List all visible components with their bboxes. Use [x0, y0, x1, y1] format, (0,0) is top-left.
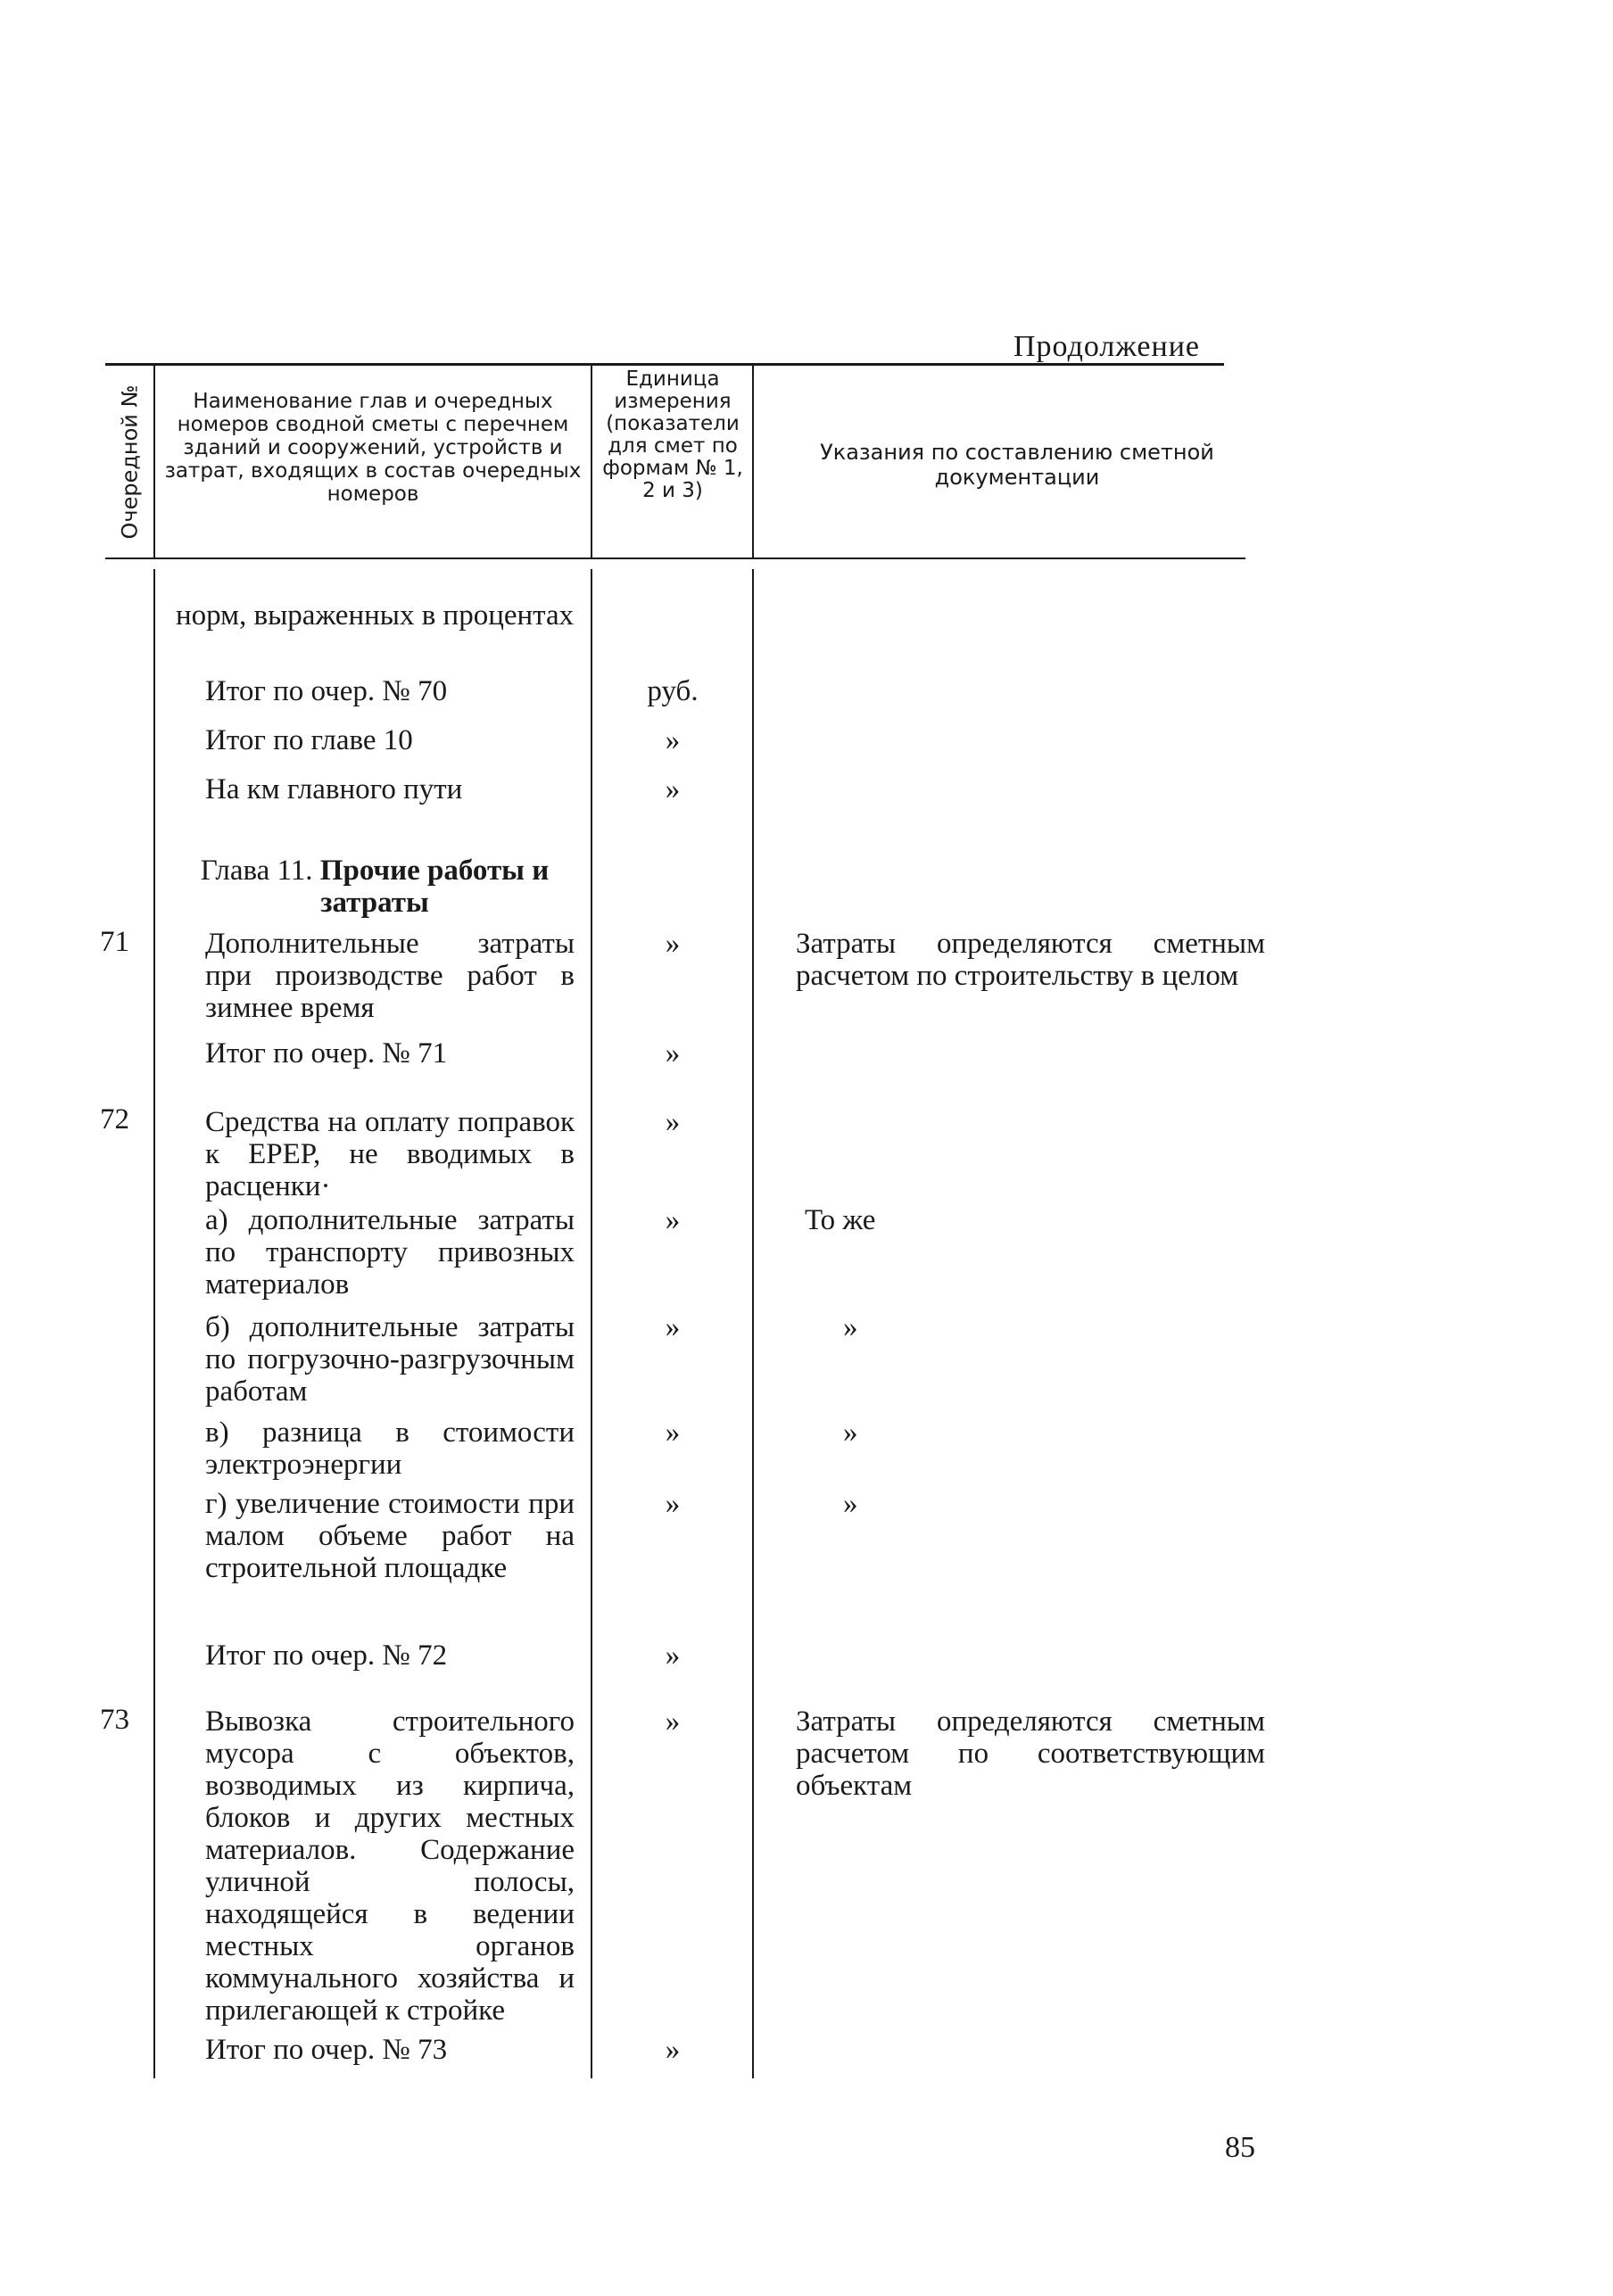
row-name-73: Вывозка строительного мусора с объектов, возводимых из кирпича, блоков и других местных материалов. Содержание уличной полосы, находящейся в ведении местных органов коммунального хозяйства и прилегающей к стройке	[205, 1705, 575, 2027]
unit-total-72: »	[665, 1639, 681, 1672]
unit-72c: »	[665, 1416, 681, 1449]
row-name-72b: б) дополнительные затраты по погрузочно-разгрузочным работам	[205, 1311, 575, 1408]
total-item-72: Итог по очер. № 72	[205, 1639, 448, 1672]
unit-72b: »	[665, 1311, 681, 1343]
row-number-72: 72	[100, 1103, 129, 1136]
note-72a: То же	[805, 1204, 876, 1236]
unit-total-73: »	[665, 2034, 681, 2066]
column-divider-2-body	[591, 569, 592, 2078]
column-divider-1-body	[153, 569, 155, 2078]
row-name-71: Дополнительные затраты при производстве работ в зимнее время	[205, 928, 575, 1024]
note-72c: »	[843, 1416, 858, 1449]
chapter-11-title	[187, 855, 562, 919]
header-notes: Указания по составлению сметной документации	[820, 440, 1214, 490]
unit-71: »	[665, 928, 681, 960]
per-km-main-track: На км главного пути	[205, 773, 463, 805]
column-divider-3-header	[752, 363, 754, 557]
unit-72: »	[665, 1106, 681, 1138]
header-top-rule	[105, 363, 1224, 366]
row-name-72c: в) разница в стоимости электроэнергии	[205, 1416, 575, 1481]
header-unit: Единица измерения (показатели для смет по формам № 1, 2 и 3)	[602, 368, 743, 502]
continuation-label: Продолжение	[1013, 330, 1201, 363]
total-item-73: Итог по очер. № 73	[205, 2034, 448, 2066]
unit-72a: »	[665, 1204, 681, 1236]
total-chapter-10: Итог по главе 10	[205, 724, 413, 756]
note-71: Затраты определяются сметным расчетом по строительству в целом	[796, 928, 1265, 992]
note-72d: »	[843, 1488, 858, 1520]
column-divider-2-header	[591, 363, 592, 557]
row-name-72d: г) увеличение стоимости при малом объеме работ на строительной площадке	[205, 1488, 575, 1584]
column-divider-3-body	[752, 569, 754, 2078]
row-name-72: Средства на оплату поправок к ЕРЕР, не вводимых в расценки·	[205, 1106, 575, 1202]
unit-total-70: руб.	[647, 675, 699, 707]
unit-72d: »	[665, 1488, 681, 1520]
row-name-72a: а) дополнительные затраты по транспорту привозных материалов	[205, 1204, 575, 1301]
note-72b: »	[843, 1311, 858, 1343]
chapter-heading: Прочие работы и затраты	[319, 855, 550, 919]
header-number: Очередной №	[117, 384, 142, 539]
header-name: Наименование глав и очередных номеров сводной сметы с перечнем зданий и сооружений, устройств и затрат, входящих в состав очередных номеров	[164, 390, 582, 506]
page-number: 85	[1225, 2131, 1255, 2164]
total-item-70: Итог по очер. № 70	[205, 675, 448, 707]
unit-73: »	[665, 1705, 681, 1738]
row-number-71: 71	[100, 926, 129, 958]
unit-total-71: »	[665, 1037, 681, 1070]
unit-per-km: »	[665, 773, 681, 805]
chapter-prefix: Глава 11.	[200, 855, 313, 887]
row-name-norms-percent: норм, выраженных в процентах	[176, 599, 575, 632]
total-item-71: Итог по очер. № 71	[205, 1037, 448, 1070]
header-bottom-rule	[105, 557, 1245, 559]
note-73: Затраты определяются сметным расчетом по соответствующим объектам	[796, 1705, 1265, 1802]
row-number-73: 73	[100, 1704, 129, 1736]
unit-total-chapter-10: »	[665, 724, 681, 756]
